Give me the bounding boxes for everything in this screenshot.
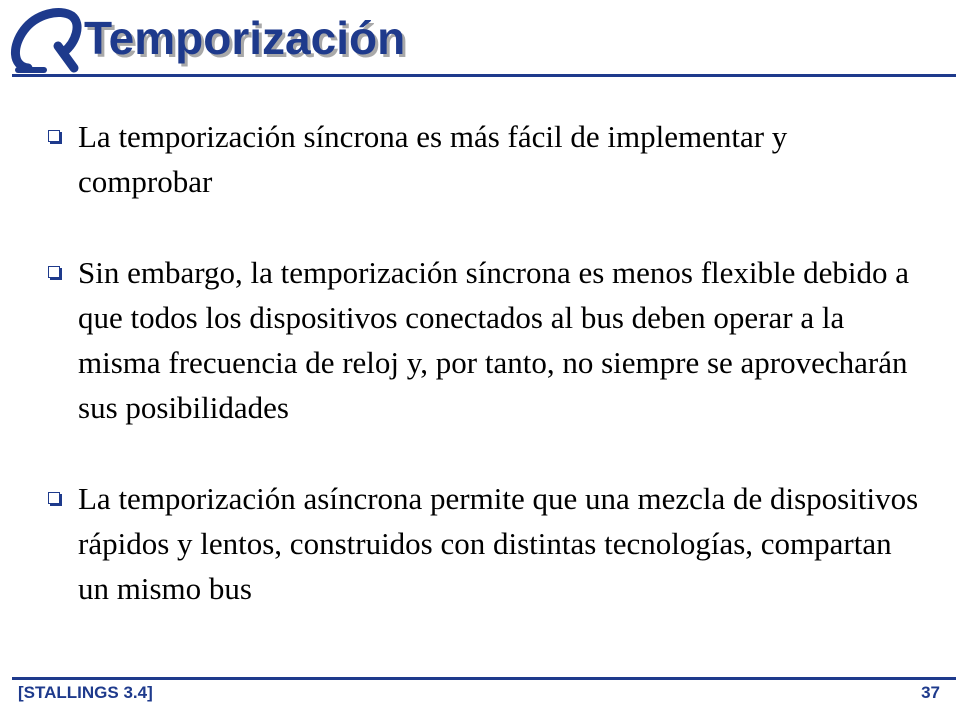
list-item (48, 250, 928, 430)
bullet-text: La temporización asíncrona permite que una mezcla de dispositivos rápidos y lentos, construidos con distintas tecnologías, compartan un mismo bus (78, 481, 919, 606)
footer-divider (12, 677, 956, 680)
page-title: Temporización (84, 12, 406, 64)
page-number: 37 (921, 683, 940, 702)
logo (8, 6, 82, 76)
hollow-square-bullet-icon (48, 266, 60, 278)
stylized-letter-logo-icon (8, 6, 82, 76)
bullet-list (48, 114, 928, 657)
bullet-text: Sin embargo, la temporización síncrona es menos flexible debido a que todos los dispositivos conectados al bus deben operar a la misma frecuencia de reloj y, por tanto, no siempre se aprovecharán sus posibilidades (78, 255, 910, 425)
reference-citation: [STALLINGS 3.4] (18, 683, 153, 702)
bullet-text: La temporización síncrona es más fácil de implementar y comprobar (78, 119, 788, 199)
list-item (48, 476, 928, 611)
title-divider (12, 74, 956, 77)
hollow-square-bullet-icon (48, 130, 60, 142)
hollow-square-bullet-icon (48, 492, 60, 504)
list-item (48, 114, 928, 204)
